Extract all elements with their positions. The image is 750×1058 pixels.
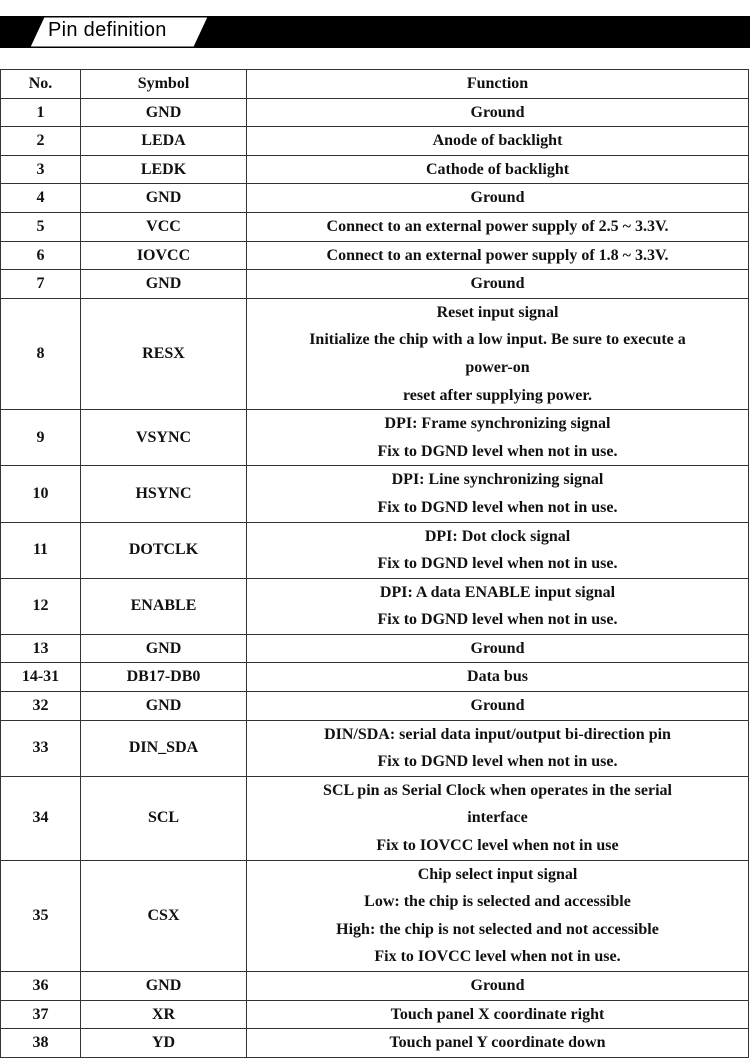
- pin-function-cell: [247, 466, 749, 522]
- pin-function-cell: [247, 1029, 749, 1058]
- pin-symbol-cell: GND: [81, 692, 247, 721]
- function-line: DPI: Frame synchronizing signal: [384, 415, 611, 433]
- pin-function-cell: [247, 270, 749, 299]
- function-line: Connect to an external power supply of 1.8 ~ 3.3V.: [326, 246, 669, 264]
- column-header-symbol: Symbol: [81, 70, 247, 99]
- pin-symbol-cell: SCL: [81, 776, 247, 860]
- pin-number-cell: 36: [1, 972, 81, 1001]
- table-row: [1, 127, 749, 156]
- pin-number-cell: 6: [1, 241, 81, 270]
- pin-function-cell: [247, 155, 749, 184]
- function-line: Connect to an external power supply of 2.5 ~ 3.3V.: [326, 217, 669, 235]
- pin-number-cell: 33: [1, 720, 81, 776]
- table-row: [1, 212, 749, 241]
- pin-symbol-cell: ENABLE: [81, 578, 247, 634]
- table-row: [1, 410, 749, 466]
- pin-number-cell: 2: [1, 127, 81, 156]
- pin-symbol-cell: VSYNC: [81, 410, 247, 466]
- pin-number-cell: 5: [1, 212, 81, 241]
- function-line: DIN/SDA: serial data input/output bi-direction pin: [324, 725, 671, 743]
- table-row: [1, 241, 749, 270]
- pin-function-cell: [247, 634, 749, 663]
- column-header-no: No.: [1, 70, 81, 99]
- pin-symbol-cell: IOVCC: [81, 241, 247, 270]
- pin-number-cell: 9: [1, 410, 81, 466]
- pin-symbol-cell: GND: [81, 270, 247, 299]
- pin-function-cell: [247, 776, 749, 860]
- table-row: [1, 860, 749, 971]
- table-row: [1, 155, 749, 184]
- function-line: Anode of backlight: [432, 132, 563, 150]
- pin-symbol-cell: LEDA: [81, 127, 247, 156]
- pin-symbol-cell: YD: [81, 1029, 247, 1058]
- function-line: Ground: [470, 189, 525, 207]
- pin-symbol-cell: GND: [81, 98, 247, 127]
- pin-function-cell: [247, 692, 749, 721]
- column-header-function: Function: [247, 70, 749, 99]
- function-line: Cathode of backlight: [425, 160, 570, 178]
- pin-symbol-cell: HSYNC: [81, 466, 247, 522]
- pin-symbol-cell: XR: [81, 1000, 247, 1029]
- pin-number-cell: 10: [1, 466, 81, 522]
- pin-function-cell: [247, 184, 749, 213]
- function-line: Touch panel X coordinate right: [390, 1005, 605, 1023]
- table-row: [1, 466, 749, 522]
- pin-number-cell: 8: [1, 298, 81, 409]
- function-line: reset after supplying power.: [402, 386, 593, 404]
- pin-function-cell: [247, 860, 749, 971]
- section-title: Pin definition: [48, 19, 167, 41]
- pin-function-cell: [247, 212, 749, 241]
- table-row: [1, 270, 749, 299]
- function-line: Reset input signal: [436, 303, 559, 321]
- pin-symbol-cell: RESX: [81, 298, 247, 409]
- pin-function-cell: [247, 972, 749, 1001]
- table-row: [1, 692, 749, 721]
- pin-number-cell: 32: [1, 692, 81, 721]
- table-header-row: [1, 70, 749, 99]
- pin-symbol-cell: VCC: [81, 212, 247, 241]
- pin-function-cell: [247, 127, 749, 156]
- table-row: [1, 1029, 749, 1058]
- table-row: [1, 184, 749, 213]
- pin-function-cell: [247, 578, 749, 634]
- function-line: Fix to DGND level when not in use.: [377, 442, 618, 460]
- function-line: DPI: Dot clock signal: [424, 527, 571, 545]
- pin-number-cell: 37: [1, 1000, 81, 1029]
- pin-symbol-cell: CSX: [81, 860, 247, 971]
- function-line: DPI: Line synchronizing signal: [391, 471, 604, 489]
- pin-number-cell: 11: [1, 522, 81, 578]
- pin-symbol-cell: DIN_SDA: [81, 720, 247, 776]
- function-line: Low: the chip is selected and accessible: [364, 893, 631, 911]
- pin-symbol-cell: GND: [81, 972, 247, 1001]
- function-line: Ground: [470, 103, 525, 121]
- function-line: Initialize the chip with a low input. Be sure to execute a: [309, 331, 686, 349]
- function-line: Data bus: [467, 668, 528, 686]
- pin-symbol-cell: GND: [81, 184, 247, 213]
- pin-function-cell: [247, 522, 749, 578]
- table-body: [1, 98, 749, 1057]
- table-row: [1, 634, 749, 663]
- pin-number-cell: 3: [1, 155, 81, 184]
- pin-number-cell: 12: [1, 578, 81, 634]
- pin-number-cell: 7: [1, 270, 81, 299]
- function-line: DPI: A data ENABLE input signal: [379, 583, 616, 601]
- function-line: Fix to IOVCC level when not in use: [376, 837, 619, 855]
- function-line: interface: [467, 809, 528, 827]
- pin-number-cell: 14-31: [1, 663, 81, 692]
- function-line: Fix to IOVCC level when not in use.: [374, 948, 621, 966]
- pin-function-cell: [247, 720, 749, 776]
- table-row: [1, 578, 749, 634]
- pin-function-cell: [247, 663, 749, 692]
- function-line: Chip select input signal: [417, 865, 578, 883]
- function-line: High: the chip is not selected and not accessible: [336, 920, 659, 938]
- function-line: Ground: [470, 275, 525, 293]
- function-line: Fix to DGND level when not in use.: [377, 555, 618, 573]
- pin-symbol-cell: DOTCLK: [81, 522, 247, 578]
- table-row: [1, 720, 749, 776]
- pin-function-cell: [247, 410, 749, 466]
- function-line: Fix to DGND level when not in use.: [377, 611, 618, 629]
- table-row: [1, 522, 749, 578]
- function-line: Ground: [470, 697, 525, 715]
- pin-symbol-cell: GND: [81, 634, 247, 663]
- function-line: SCL pin as Serial Clock when operates in the serial: [323, 781, 672, 799]
- function-line: Ground: [470, 977, 525, 994]
- pin-number-cell: 38: [1, 1029, 81, 1058]
- function-line: Fix to DGND level when not in use.: [377, 498, 618, 516]
- pin-symbol-cell: LEDK: [81, 155, 247, 184]
- pin-symbol-cell: DB17-DB0: [81, 663, 247, 692]
- pin-number-cell: 35: [1, 860, 81, 971]
- table-row: [1, 972, 749, 1001]
- table-row: [1, 663, 749, 692]
- table-row: [1, 1000, 749, 1029]
- table-row: [1, 298, 749, 409]
- table-row: [1, 776, 749, 860]
- pin-definition-table: [0, 69, 749, 1058]
- pin-number-cell: 1: [1, 98, 81, 127]
- table-row: [1, 98, 749, 127]
- function-line: Touch panel Y coordinate down: [389, 1034, 606, 1052]
- function-line: power-on: [465, 358, 530, 376]
- pin-number-cell: 4: [1, 184, 81, 213]
- pin-function-cell: [247, 1000, 749, 1029]
- pin-number-cell: 13: [1, 634, 81, 663]
- pin-number-cell: 34: [1, 776, 81, 860]
- function-line: Ground: [470, 639, 525, 657]
- pin-function-cell: [247, 298, 749, 409]
- function-line: Fix to DGND level when not in use.: [377, 753, 618, 771]
- pin-function-cell: [247, 98, 749, 127]
- pin-function-cell: [247, 241, 749, 270]
